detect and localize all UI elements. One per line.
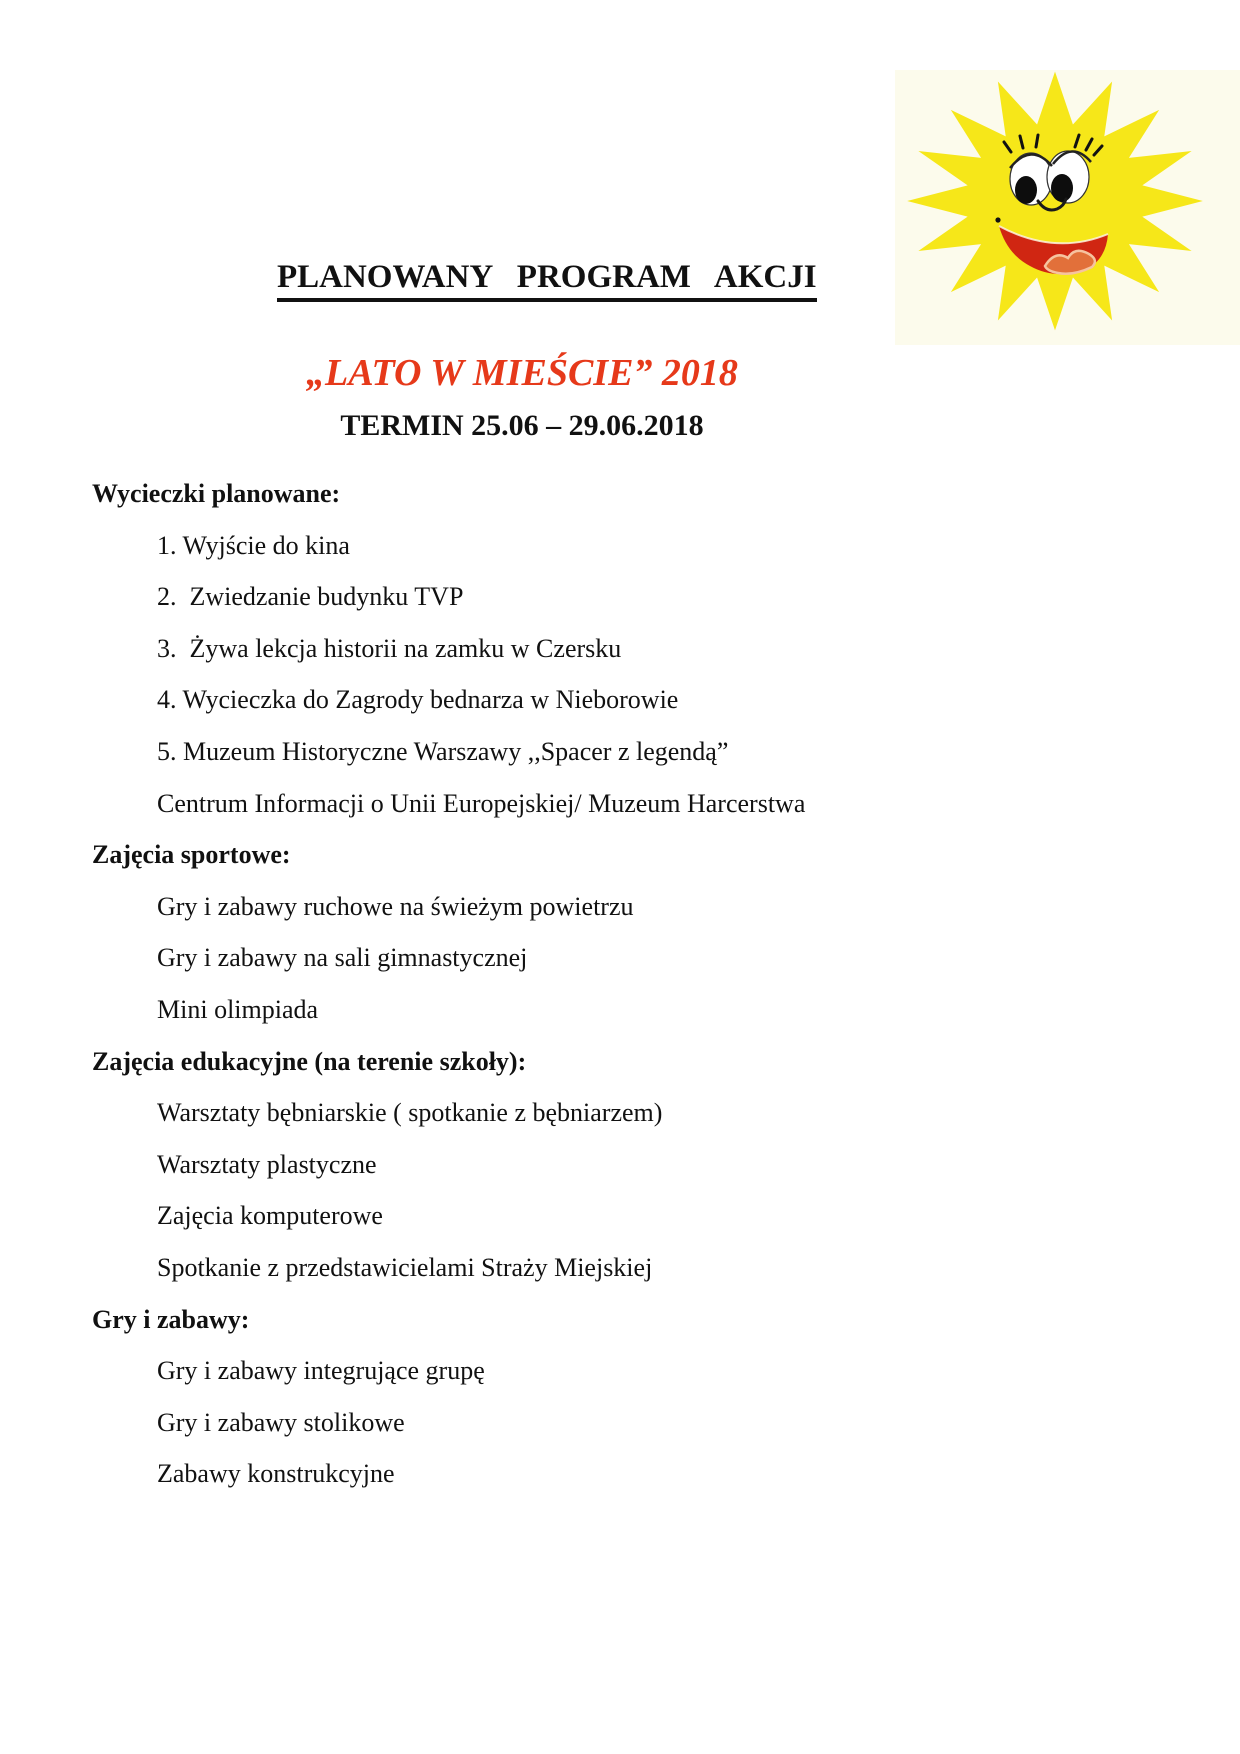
list-item: Gry i zabawy na sali gimnastycznej <box>157 943 528 973</box>
list-item: 3. Żywa lekcja historii na zamku w Czersku <box>157 633 622 663</box>
list-item: 5. Muzeum Historyczne Warszawy ,,Spacer z legendą” <box>157 736 729 766</box>
main-title-text: PLANOWANY PROGRAM AKCJI <box>277 259 817 302</box>
list-item: 4. Wycieczka do Zagrody bednarza w Nieborowie <box>157 685 679 715</box>
list-item: Gry i zabawy ruchowe na świeżym powietrzu <box>157 891 634 921</box>
main-title <box>92 222 952 339</box>
program-body <box>92 468 1012 1500</box>
list-item: 2. Zwiedzanie budynku TVP <box>157 582 464 612</box>
list-item: Warsztaty bębniarskie ( spotkanie z bębniarzem) <box>157 1098 663 1128</box>
list-item: Mini olimpiada <box>157 994 319 1024</box>
section-heading-trips: Wycieczki planowane: <box>92 479 341 508</box>
term-line: TERMIN 25.06 – 29.06.2018 <box>340 409 704 442</box>
section-heading-games: Gry i zabawy: <box>92 1304 250 1334</box>
list-item: 1. Wyjście do kina <box>157 530 350 560</box>
section-heading-sport: Zajęcia sportowe: <box>92 840 291 870</box>
list-item: Gry i zabawy integrujące grupę <box>157 1356 485 1386</box>
list-item: Spotkanie z przedstawicielami Straży Miejskiej <box>157 1252 653 1282</box>
subtitle: „LATO W MIEŚCIE” 2018 <box>306 352 738 394</box>
list-item: Zajęcia komputerowe <box>157 1201 383 1231</box>
list-item: Warsztaty plastyczne <box>157 1149 377 1179</box>
list-item: Zabawy konstrukcyjne <box>157 1459 395 1489</box>
document-header <box>92 222 952 443</box>
list-item: Gry i zabawy stolikowe <box>157 1407 405 1437</box>
section-heading-education: Zajęcia edukacyjne (na terenie szkoły): <box>92 1046 527 1076</box>
list-item: Centrum Informacji o Unii Europejskiej/ Muzeum Harcerstwa <box>157 788 806 818</box>
